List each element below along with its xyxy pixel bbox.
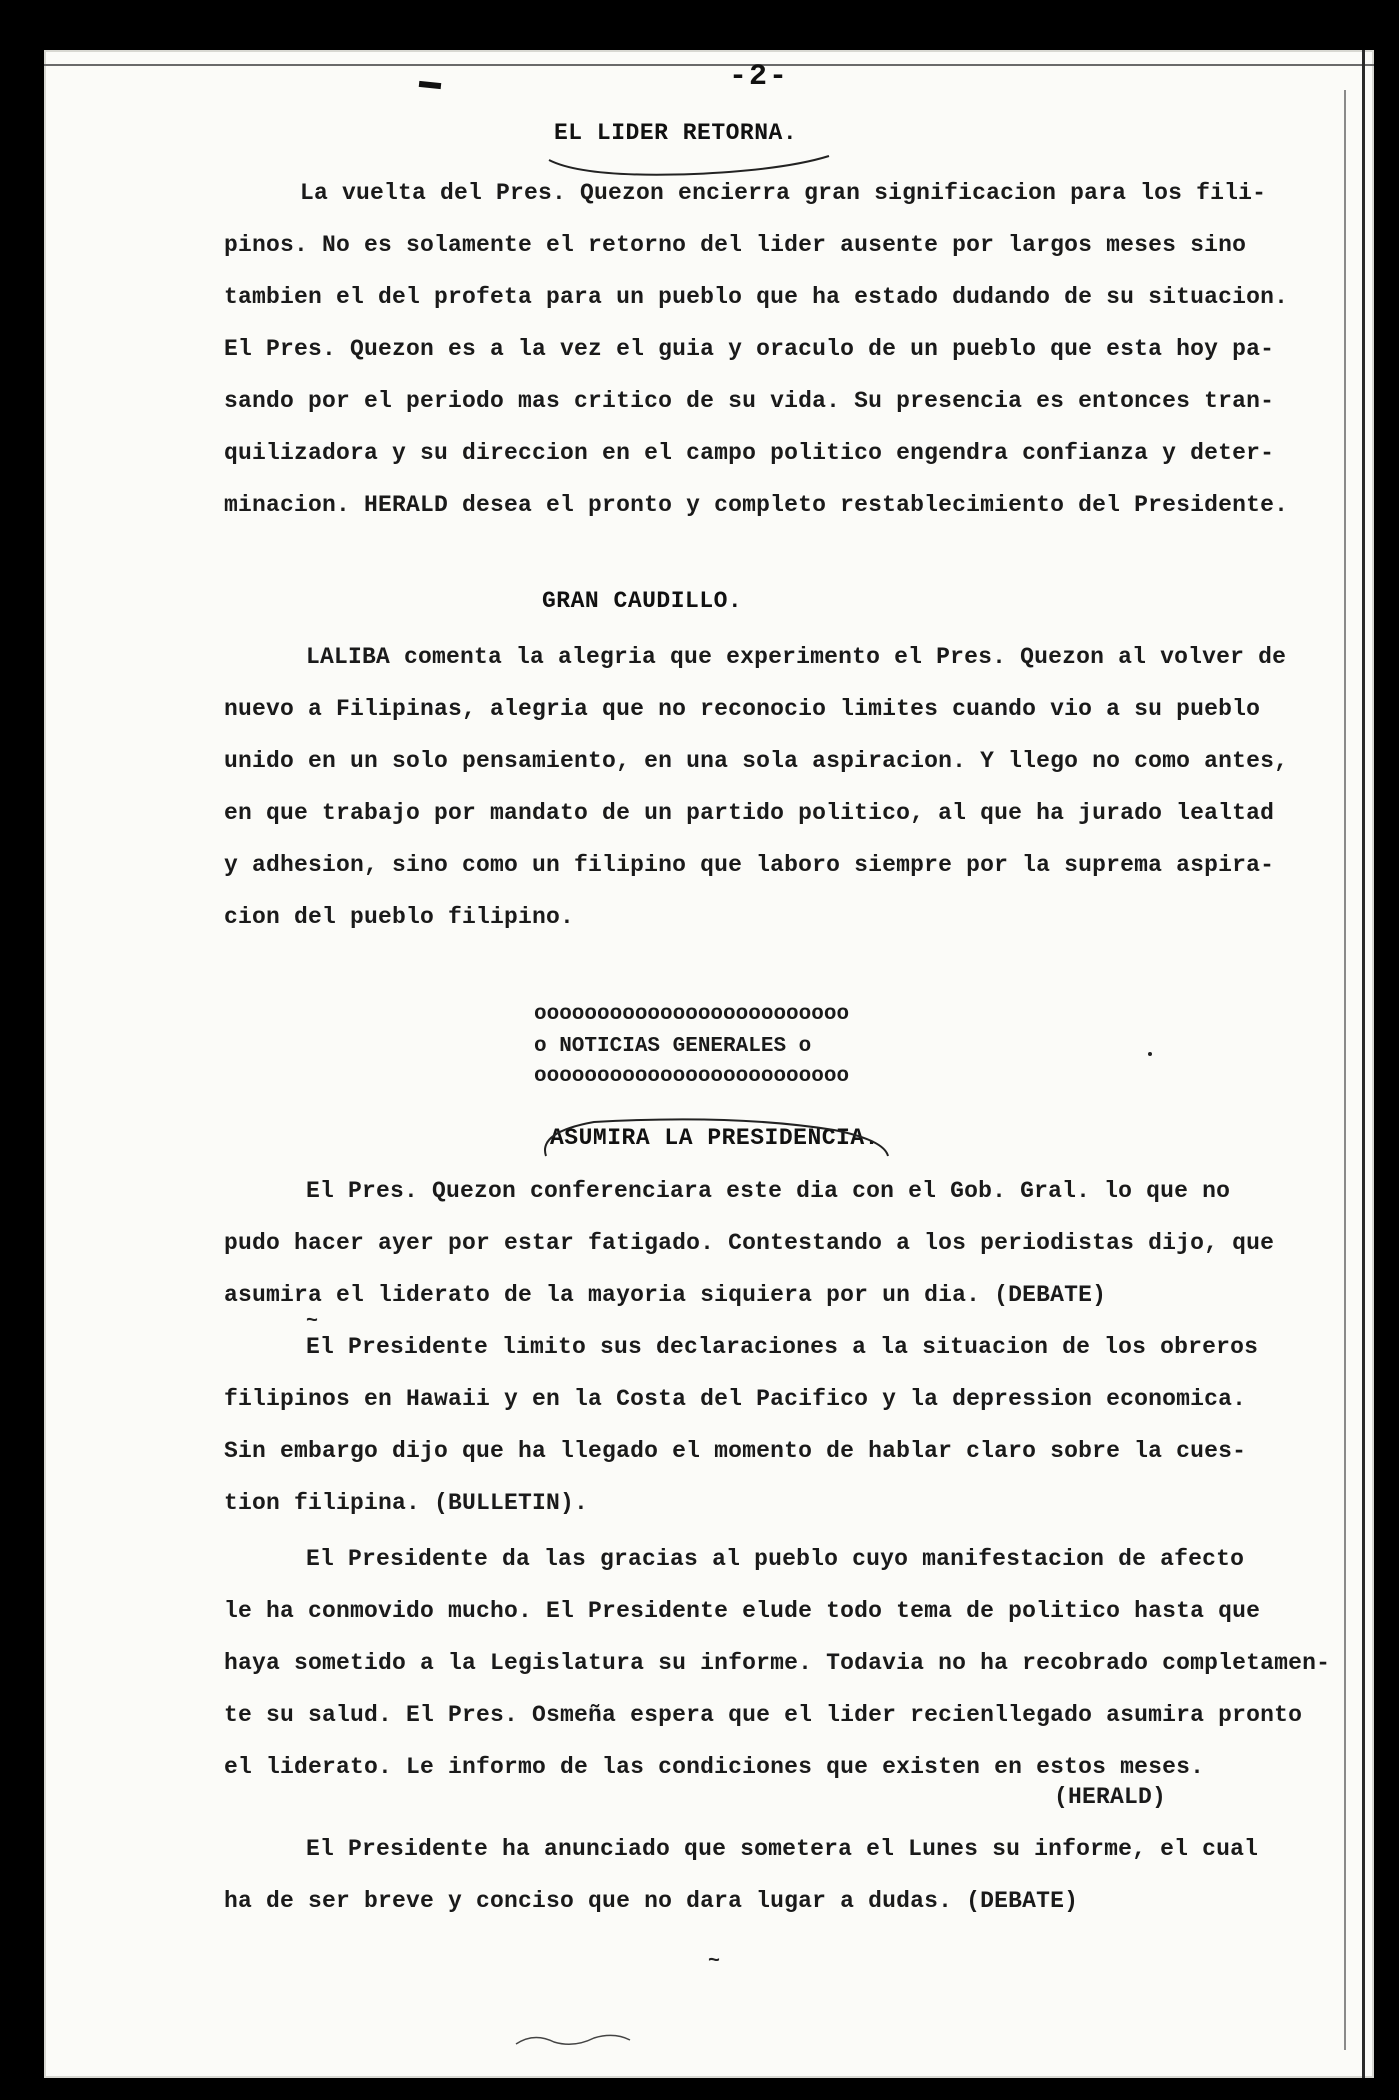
paragraph-line: tambien el del profeta para un pueblo que ha estado dudando de su situacion. [224, 284, 1289, 310]
paragraph-line: en que trabajo por mandato de un partido politico, al que ha jurado lealtad [224, 800, 1275, 826]
paragraph-line: unido en un solo pensamiento, en una sola aspiracion. Y llego no como antes, [224, 748, 1289, 774]
paragraph-line: te su salud. El Pres. Osmeña espera que el lider recienllegado asumira pronto [224, 1702, 1303, 1728]
paragraph-line: pinos. No es solamente el retorno del lider ausente por largos meses sino [224, 232, 1247, 258]
section-border-bottom: ooooooooooooooooooooooooo [534, 1065, 850, 1088]
paragraph-line: sando por el periodo mas critico de su vida. Su presencia es entonces tran- [224, 388, 1275, 414]
ink-mark [419, 81, 442, 89]
section-border-top: ooooooooooooooooooooooooo [534, 1003, 850, 1026]
tilde-mark: ~ [708, 1950, 721, 1973]
page-right-edge [1362, 50, 1365, 2078]
paragraph-line: y adhesion, sino como un filipino que laboro siempre por la suprema aspira- [224, 852, 1275, 878]
source-citation: (HERALD) [1054, 1784, 1167, 1810]
paragraph-line: quilizadora y su direccion en el campo politico engendra confianza y deter- [224, 440, 1275, 466]
paragraph-line: minacion. HERALD desea el pronto y completo restablecimiento del Presidente. [224, 492, 1289, 518]
paragraph-line: ha de ser breve y conciso que no dara lugar a dudas. (DEBATE) [224, 1888, 1079, 1914]
paragraph-line: nuevo a Filipinas, alegria que no reconocio limites cuando vio a su pueblo [224, 696, 1261, 722]
paragraph-line: tion filipina. (BULLETIN). [224, 1490, 589, 1516]
paragraph-line: haya sometido a la Legislatura su informe. Todavia no ha recobrado completamen- [224, 1650, 1331, 1676]
page-number: -2- [728, 60, 789, 94]
paragraph-line: pudo hacer ayer por estar fatigado. Contestando a los periodistas dijo, que [224, 1230, 1275, 1256]
heading-el-lider-retorna: EL LIDER RETORNA. [554, 120, 798, 146]
ink-dot [1148, 1052, 1152, 1056]
ink-scribble [514, 2030, 634, 2050]
heading-gran-caudillo: GRAN CAUDILLO. [542, 588, 743, 614]
paragraph-line: El Presidente limito sus declaraciones a la situacion de los obreros [306, 1334, 1259, 1360]
paragraph-line: El Pres. Quezon conferenciara este dia con el Gob. Gral. lo que no [306, 1178, 1231, 1204]
paragraph-line: El Pres. Quezon es a la vez el guia y oraculo de un pueblo que esta hoy pa- [224, 336, 1275, 362]
paragraph-line: El Presidente da las gracias al pueblo cuyo manifestacion de afecto [306, 1546, 1245, 1572]
paragraph-line: el liderato. Le informo de las condiciones que existen en estos meses. [224, 1754, 1205, 1780]
paragraph-line: La vuelta del Pres. Quezon encierra gran significacion para los fili- [300, 180, 1267, 206]
heading-asumira-la-presidencia: ASUMIRA LA PRESIDENCIA. [550, 1125, 879, 1151]
paragraph-line: filipinos en Hawaii y en la Costa del Pacifico y la depression economica. [224, 1386, 1247, 1412]
heading-underline [544, 150, 834, 180]
paragraph-line: asumira el liderato de la mayoria siquiera por un dia. (DEBATE) [224, 1282, 1107, 1308]
paragraph-line: Sin embargo dijo que ha llegado el momento de hablar claro sobre la cues- [224, 1438, 1247, 1464]
page-right-margin-line [1344, 90, 1346, 2050]
heading-underline [534, 1112, 894, 1166]
paragraph-line: le ha conmovido mucho. El Presidente elude todo tema de politico hasta que [224, 1598, 1261, 1624]
paragraph-line: LALIBA comenta la alegria que experimento el Pres. Quezon al volver de [306, 644, 1287, 670]
section-title-noticias-generales: o NOTICIAS GENERALES o [534, 1035, 812, 1058]
paragraph-line: cion del pueblo filipino. [224, 904, 575, 930]
paragraph-line: El Presidente ha anunciado que sometera el Lunes su informe, el cual [306, 1836, 1259, 1862]
tilde-mark: ~ [306, 1310, 319, 1333]
document-page [44, 50, 1374, 2078]
